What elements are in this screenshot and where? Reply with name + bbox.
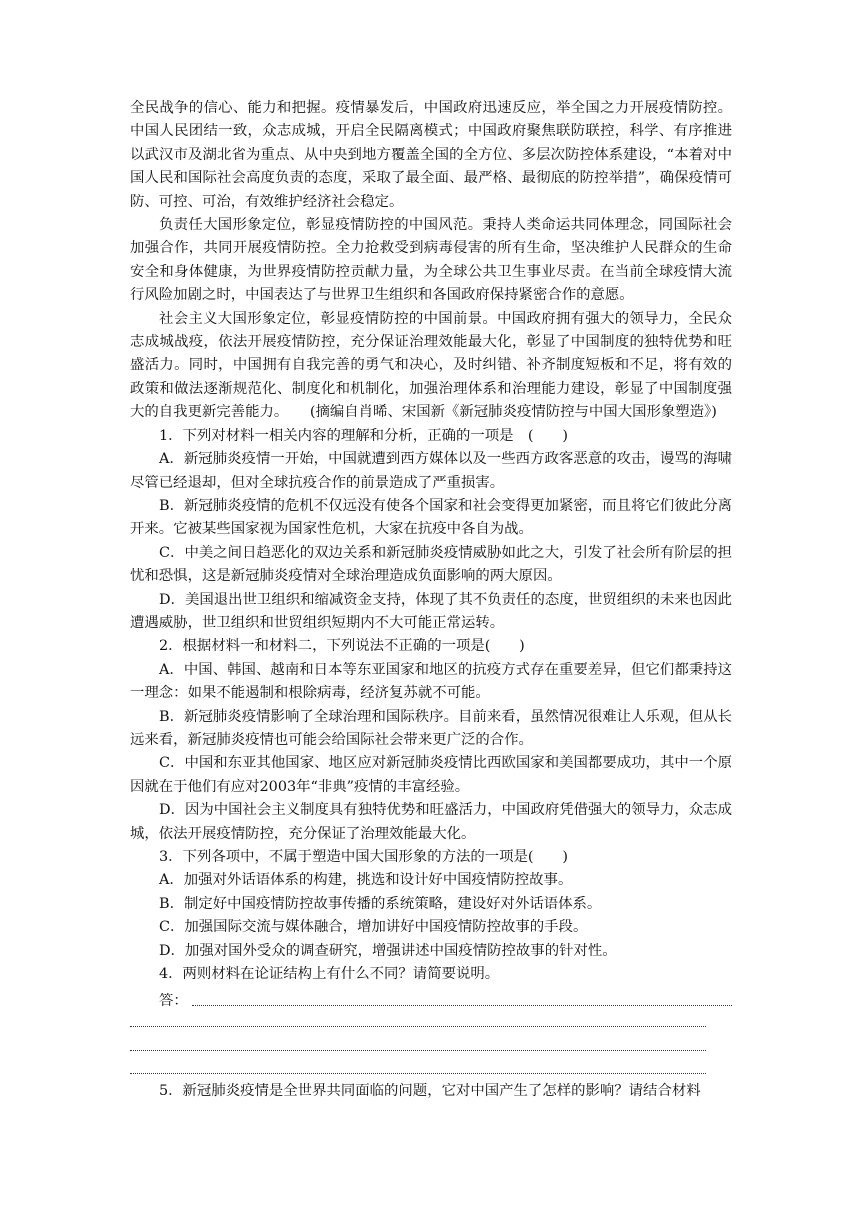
question-2-option-b[interactable]: B．新冠肺炎疫情影响了全球治理和国际秩序。目前来看，虽然情况很难让人乐观，但从长远来看，新冠肺炎疫情也可能会给国际社会带来更广泛的合作。: [130, 708, 732, 748]
question-4: [130, 963, 732, 1080]
answer-dotted-line: [130, 1026, 706, 1027]
question-4-stem: 4．两则材料在论证结构上有什么不同？请简要说明。: [159, 966, 500, 983]
question-1-option-b[interactable]: B．新冠肺炎疫情的危机不仅远没有使各个国家和社会变得更加紧密，而且将它们彼此分离开来。它被某些国家视为国家性危机，大家在抗疫中各自为战。: [130, 497, 732, 538]
question-3-option-a[interactable]: A．加强对外话语体系的构建，挑选和设计好中国疫情防控故事。: [159, 872, 573, 889]
answer-label: 答：: [159, 992, 188, 1009]
question-2-option-a[interactable]: A．中国、韩国、越南和日本等东亚国家和地区的抗疫方式存在重要差异，但它们都秉持这一理念：如果不能遏制和根除病毒，经济复苏就不可能。: [130, 661, 732, 702]
question-1-stem: 1．下列对材料一相关内容的理解和分析，正确的一项是 ( ): [159, 427, 568, 444]
question-3-option-b[interactable]: B．制定好中国疫情防控故事传播的系统策略，建设好对外话语体系。: [159, 895, 602, 912]
question-1-option-c[interactable]: C．中美之间日趋恶化的双边关系和新冠肺炎疫情威胁如此之大，引发了社会所有阶层的担忧和恐惧，这是新冠肺炎疫情对全球治理造成负面影响的两大原因。: [130, 544, 732, 585]
question-3-stem: 3．下列各项中，不属于塑造中国大国形象的方法的一项是( ): [159, 849, 568, 865]
question-3-option-d[interactable]: D．加强对国外受众的调查研究，增强讲述中国疫情防控故事的针对性。: [159, 942, 617, 959]
question-3-option-c[interactable]: C．加强国际交流与媒体融合，增加讲好中国疫情防控故事的手段。: [159, 919, 588, 936]
question-1: [130, 425, 732, 636]
question-2-option-c[interactable]: C．中国和东亚其他国家、地区应对新冠肺炎疫情比西欧国家和美国都要成功，其中一个原因就在于他们有应对2003年“非典”疫情的丰富经验。: [130, 755, 732, 795]
answer-dotted-line: [130, 1073, 706, 1074]
answer-dotted-line: [192, 991, 732, 1006]
question-2: [130, 635, 732, 846]
answer-line-4[interactable]: [130, 1057, 732, 1080]
paragraph-1: 全民战争的信心、能力和把握。疫情暴发后，中国政府迅速反应，举全国之力开展疫情防控。中国人民团结一致，众志成城，开启全民隔离模式；中国政府聚焦联防联控，科学、有序推进以武汉市及湖北省为重点、从中央到地方覆盖全国的全方位、多层次防控体系建设，“本着对中国人民和国际社会高度负责的态度，采取了最全面、最严格、最彻底的防控举措”，确保疫情可防、可控、可治，有效维护经济社会稳定。: [130, 100, 732, 210]
question-3: [130, 846, 732, 963]
question-1-option-a[interactable]: A．新冠肺炎疫情一开始，中国就遭到西方媒体以及一些西方政客恶意的攻击，谩骂的海啸尽管已经退却，但对全球抗疫合作的前景造成了严重损害。: [130, 451, 732, 491]
answer-line-3[interactable]: [130, 1033, 732, 1056]
answer-dotted-line: [130, 1050, 706, 1051]
answer-line-2[interactable]: [130, 1010, 732, 1033]
question-2-option-d[interactable]: D．因为中国社会主义制度具有独特优势和旺盛活力，中国政府凭借强大的领导力，众志成城，依法开展疫情防控，充分保证了治理效能最大化。: [130, 802, 732, 842]
question-1-option-d[interactable]: D．美国退出世卫组织和缩减资金支持，体现了其不负责任的态度，世贸组织的未来也因此遭遇威胁，世卫组织和世贸组织短期内不大可能正常运转。: [130, 591, 732, 631]
question-2-stem: 2．根据材料一和材料二，下列说法不正确的一项是( ): [159, 638, 525, 655]
question-5-stem: 5．新冠肺炎疫情是全世界共同面临的问题，它对中国产生了怎样的影响？请结合材料: [159, 1083, 701, 1099]
answer-line-1[interactable]: [130, 986, 732, 1009]
question-5: [130, 1080, 732, 1103]
paragraph-2: 负责任大国形象定位，彰显疫情防控的中国风范。秉持人类命运共同体理念，同国际社会加强合作，共同开展疫情防控。全力抢救受到病毒侵害的所有生命，坚决维护人民群众的生命安全和身体健康，为世界疫情防控贡献力量，为全球公共卫生事业尽责。在当前全球疫情大流行风险加剧之时，中国表达了与世界卫生组织和各国政府保持紧密合作的意愿。: [130, 217, 732, 304]
document-page: [130, 97, 732, 1103]
paragraph-3: 社会主义大国形象定位，彰显疫情防控的中国前景。中国政府拥有强大的领导力，全民众志成城战疫，依法开展疫情防控，充分保证治理效能最大化，彰显了中国制度的独特优势和旺盛活力。同时，中国拥有自我完善的勇气和决心，及时纠错、补齐制度短板和不足，将有效的政策和做法逐渐规范化、制度化和机制化，加强治理体系和治理能力建设，彰显了中国制度强大的自我更新完善能力。 (摘编自肖晞、宋国新《新冠肺炎疫情防控与中国大国形象塑造》): [130, 310, 732, 421]
